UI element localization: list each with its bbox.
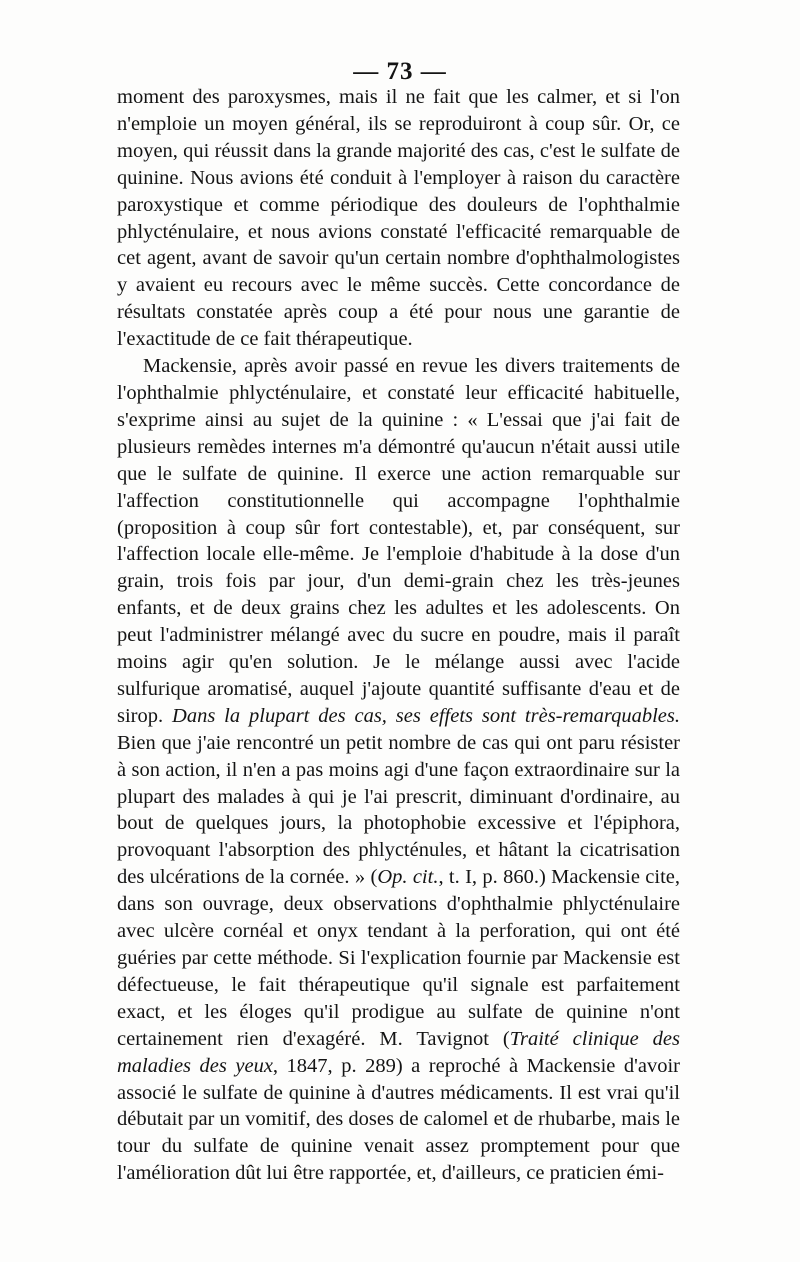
text-segment: , 1847, p. 289) a reproché à Mackensie d'avoir associé le sulfate de quinine à d'autres médicaments. Il est vrai qu'il débutait par un vomitif, des doses de calomel et de rhubarbe, mais le tour du sulfate de quinine venait assez promptement pour que l'amélioration dût lui être rapportée, et, d'ailleurs, ce praticien émi- xyxy=(117,1054,680,1185)
book-title: Traité clinique des maladies des yeux xyxy=(117,1027,680,1077)
text-segment: Bien que j'aie rencontré un petit nombre de cas qui ont paru résister à son action, il n'en a pas moins agi d'une façon extraordinaire sur la plupart des malades à qui je l'ai prescrit, diminuant d'ordinaire, au bout de quelques jours, la photophobie excessive et l'épiphora, provoquant l'absorption des phlycténules, et hâtant la cicatrisation des ulcérations de la cornée. » ( xyxy=(117,731,680,889)
paragraph-2 xyxy=(117,353,680,1187)
page-number: — 73 — xyxy=(353,58,447,85)
text-segment: Mackensie, après avoir passé en revue les divers traitements de l'ophthalmie phlycténulaire, et constaté leur efficacité habituelle, s'exprime ainsi au sujet de la quinine : « L'essai que j'ai fait de plusieurs remèdes internes m'a démontré qu'aucun n'était aussi utile que le sulfate de quinine. Il exerce une action remarquable sur l'affection constitutionnelle qui accompagne l'ophthalmie (proposition à coup sûr fort contestable), et, par conséquent, sur l'affection locale elle-même. Je l'emploie d'habitude à la dose d'un grain, trois fois par jour, d'un demi-grain chez les très-jeunes enfants, et de deux grains chez les adultes et les adolescents. On peut l'administrer mélangé avec du sucre en poudre, mais il paraît moins agir qu'en solution. Je le mélange aussi avec l'acide sulfurique aromatisé, auquel j'ajoute quantité suffisante d'eau et de sirop. xyxy=(117,355,680,727)
citation-title: Op. cit. xyxy=(377,866,439,889)
body-text xyxy=(117,84,680,1187)
text-segment: , t. I, p. 860.) Mackensie cite, dans son ouvrage, deux observations d'ophthalmie phlycténulaire avec ulcère cornéal et onyx tendant à la perforation, qui ont été guéries par cette méthode. Si l'explication fournie par Mackensie est défectueuse, le fait thérapeutique qu'il signale est parfaitement exact, et les éloges qu'il prodigue au sulfate de quinine n'ont certainement rien d'exagéré. M. Tavignot ( xyxy=(117,866,681,1050)
italic-quote: Dans la plupart des cas, ses effets sont très-remarquables. xyxy=(172,704,680,727)
paragraph-1 xyxy=(117,84,680,353)
text-segment: moment des paroxysmes, mais il ne fait que les calmer, et si l'on n'emploie un moyen général, ils se reproduiront à coup sûr. Or, ce moyen, qui réussit dans la grande majorité des cas, c'est le sulfate de quinine. Nous avions été conduit à l'employer à raison du caractère paroxystique et comme périodique des douleurs de l'ophthalmie phlycténulaire, et nous avions constaté l'efficacité remarquable de cet agent, avant de savoir qu'un certain nombre d'ophthalmologistes y avaient eu recours avec le même succès. Cette concordance de résultats constatée après coup a été pour nous une garantie de l'exactitude de ce fait thérapeutique. xyxy=(117,86,680,351)
